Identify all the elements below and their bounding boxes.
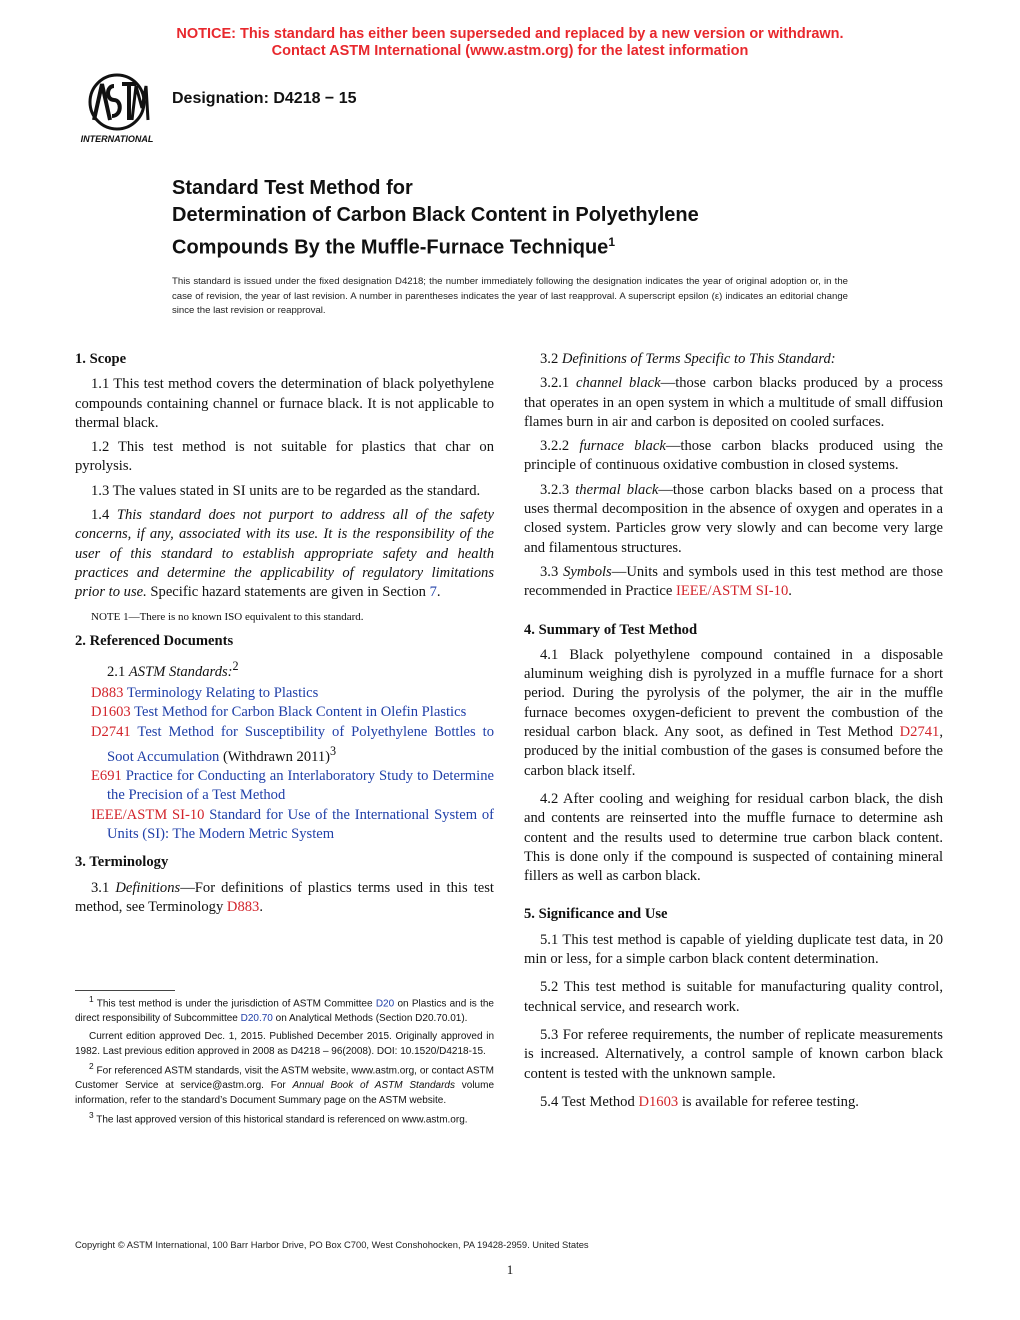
footnote-3-mark: 3 <box>89 1110 94 1121</box>
section-heading-summary: 4. Summary of Test Method <box>524 621 698 638</box>
note-1: NOTE 1—There is no known ISO equivalent to this standard. <box>91 610 364 623</box>
notice-line-2: Contact ASTM International (www.astm.org) for the latest information <box>271 43 749 59</box>
document-title <box>172 175 699 262</box>
ref-code[interactable]: D1603 <box>91 704 131 721</box>
ref-code[interactable]: D883 <box>91 685 124 702</box>
para-5-3 <box>524 1026 943 1084</box>
para-3-2 <box>540 350 943 369</box>
para-1-4-end: . <box>436 584 441 601</box>
para-1-4-num: 1.4 <box>91 507 117 524</box>
ref-code[interactable]: D2741 <box>91 723 131 740</box>
issuance-statement: This standard is issued under the fixed designation D4218; the number immediately following the designation indicates the year of original adoption or, in the case of revision, the year of last revision. A number in parentheses indicates the year of last reapproval. A superscript epsilon (ε) indicates an editorial change since the last revision or reapproval. <box>172 276 848 316</box>
right-column <box>524 350 943 1117</box>
section-heading-terminology: 3. Terminology <box>75 854 169 871</box>
ref-title[interactable]: Test Method for Susceptibility of Polyethylene Bottles to Soot Accumulation <box>107 723 494 765</box>
footnote-2-mark: 2 <box>89 1061 94 1072</box>
para-5-3-text: 5.3 For referee requirements, the number of replicate measurements is increased. Alternatively, a control sample of known carbon black content is tested with the unknown sample. <box>524 1026 943 1082</box>
notice-banner <box>0 26 1020 60</box>
ref-code[interactable]: E691 <box>91 768 122 785</box>
footnote-1-c: on Analytical Methods (Section D20.70.01). <box>272 1012 468 1024</box>
ref-sup: 3 <box>330 743 337 758</box>
footnote-2-italic: Annual Book of ASTM Standards <box>292 1080 455 1092</box>
page-number: 1 <box>506 1262 514 1277</box>
para-5-1 <box>524 931 943 970</box>
section-heading-referenced-documents: 2. Referenced Documents <box>75 632 234 649</box>
para-3-2-3-num: 3.2.3 <box>540 481 576 498</box>
para-5-2-text: 5.2 This test method is suitable for manufacturing quality control, technical service, and research work. <box>524 979 943 1015</box>
para-3-2-italic: Definitions of Terms Specific to This Standard: <box>561 351 836 367</box>
para-3-2-2 <box>524 437 943 476</box>
ieee-astm-si-10-link[interactable]: IEEE/ASTM SI-10 <box>675 583 789 600</box>
title-line-3 <box>172 229 699 262</box>
ref-title[interactable]: Standard for Use of the International System of Units (SI): The Modern Metric System <box>107 806 494 842</box>
section-7-link[interactable]: 7 <box>429 584 437 601</box>
para-3-2-3-text: —those carbon blacks based on a process that uses thermal decomposition in the absence of oxygen and operates in a closed system. Particles grow very slowly and can become very large and filamentous structures. <box>524 481 943 556</box>
para-3-2-2-num: 3.2.2 <box>540 438 580 455</box>
footnote-2 <box>75 1059 494 1108</box>
para-3-2-1-num: 3.2.1 <box>540 375 576 392</box>
ref-title[interactable]: Practice for Conducting an Interlaboratory Study to Determine the Precision of a Test Method <box>107 768 494 804</box>
footnote-1-b: on Plastics and is the direct responsibility of Subcommittee <box>75 998 494 1024</box>
para-2-1 <box>91 657 494 682</box>
para-4-2-text: 4.2 After cooling and weighing for residual carbon black, the dish and contents are reinserted into the muffle furnace to determine ash content and the results used to determine true carbon black content. This is done only if the compound is suspected of containing mineral fillers as well as carbon black. <box>524 790 943 885</box>
footnote-1-edition: Current edition approved Dec. 1, 2015. Published December 2015. Originally approved in 1982. Last previous edition approved in 2008 as D4218 – 96(2008). DOI: 10.1520/D4218-15. <box>75 1031 494 1057</box>
footnote-1 <box>75 992 494 1026</box>
term-channel-black: channel black <box>576 375 661 392</box>
para-2-1-italic: ASTM Standards: <box>128 663 233 680</box>
para-3-1-rest: —For definitions of plastics terms used in this test method, see Terminology <box>75 879 494 915</box>
d2741-link[interactable]: D2741 <box>899 724 940 741</box>
designation: Designation: D4218 − 15 <box>172 90 357 107</box>
para-1-4-italic: This standard does not purport to address all of the safety concerns, if any, associated with its use. It is the responsibility of the user of this standard to establish appropriate safety and health practices and determine the applicability of regulatory limitations prior to use. <box>75 507 494 601</box>
d20-70-link[interactable]: D20.70 <box>240 1012 273 1024</box>
title-line-1: Standard Test Method for <box>172 177 413 199</box>
para-4-1-a: 4.1 Black polyethylene compound contained in a disposable aluminum weighing dish is pyrolyzed in a muffle furnace for a short period. During the pyrolysis of the polymer, the air in the muffle furnace becomes oxygen-deficient to prevent the combustion of the residual carbon black. Any soot, as defined in Test Method <box>524 646 943 741</box>
list-item[interactable] <box>75 767 494 806</box>
list-item[interactable] <box>75 723 494 767</box>
list-item[interactable] <box>75 703 494 722</box>
title-line-2: Determination of Carbon Black Content in Polyethylene <box>172 204 699 226</box>
copyright: Copyright © ASTM International, 100 Barr Harbor Drive, PO Box C700, West Conshohocken, PA 19428-2959. United States <box>75 1239 589 1250</box>
d1603-link[interactable]: D1603 <box>638 1093 679 1110</box>
para-4-1-b: , produced by the initial combustion of the gases is consumed before the carbon black itself. <box>524 724 943 779</box>
ref-tail: (Withdrawn 2011) <box>219 748 331 765</box>
title-line-3-text: Compounds By the Muffle-Furnace Technique <box>172 236 609 259</box>
logo-text: INTERNATIONAL <box>80 134 154 144</box>
para-3-3-num: 3.3 <box>540 563 564 580</box>
footnote-1-a: This test method is under the jurisdiction of ASTM Committee <box>93 998 376 1010</box>
para-4-2 <box>524 790 943 886</box>
astm-logo-icon <box>74 72 160 148</box>
ref-title[interactable]: Terminology Relating to Plastics <box>123 685 319 702</box>
footnote-3-text: The last approved version of this historical standard is referenced on www.astm.org. <box>93 1114 468 1126</box>
term-furnace-black: furnace black <box>579 438 666 455</box>
para-3-2-num: 3.2 <box>540 351 562 367</box>
list-item[interactable] <box>75 806 494 845</box>
para-3-3-italic: Symbols <box>563 563 612 580</box>
para-2-1-sup: 2 <box>232 658 239 673</box>
section-heading-significance: 5. Significance and Use <box>524 906 668 923</box>
term-thermal-black: thermal black <box>575 481 659 498</box>
para-3-2-2-text: —those carbon blacks produced using the principle of continuous oxidative combustion in closed systems. <box>524 438 943 474</box>
notice-line-1: NOTICE: This standard has either been superseded and replaced by a new version or withdrawn. <box>176 26 844 42</box>
para-1-2: 1.2 This test method is not suitable for plastics that char on pyrolysis. <box>75 439 494 475</box>
referenced-documents-list <box>75 684 494 844</box>
para-2-1-num: 2.1 <box>107 663 129 680</box>
para-1-4 <box>75 506 494 602</box>
section-heading-scope: 1. Scope <box>75 351 127 367</box>
para-3-2-3 <box>524 481 943 558</box>
left-column <box>75 350 494 922</box>
title-footnote-mark: 1 <box>608 235 615 249</box>
para-3-3 <box>524 563 943 602</box>
para-3-2-1-text: —those carbon blacks produced by a process that operates in an open system in which a multitude of small diffusion flames burn in air and carbon is deposited on cooled surfaces. <box>524 375 943 430</box>
para-1-4-rest: Specific hazard statements are given in Section <box>146 584 430 601</box>
para-3-1-num: 3.1 <box>91 879 116 896</box>
footnote-1-mark: 1 <box>89 994 94 1004</box>
list-item[interactable] <box>75 684 494 703</box>
footnote-3 <box>75 1108 494 1128</box>
d20-link[interactable]: D20 <box>375 998 395 1010</box>
para-3-2-1 <box>524 374 943 432</box>
para-4-1 <box>524 646 943 781</box>
para-3-1-italic: Definitions <box>115 879 181 896</box>
para-5-1-text: 5.1 This test method is capable of yielding duplicate test data, in 20 min or less, for a simple carbon black content determination. <box>524 931 943 968</box>
ref-title[interactable]: Test Method for Carbon Black Content in Olefin Plastics <box>130 704 467 721</box>
para-3-1-end: . <box>259 898 264 915</box>
para-1-1: 1.1 This test method covers the determination of black polyethylene compounds containing channel or furnace black. It is not applicable to thermal black. <box>75 376 494 431</box>
ref-code[interactable]: IEEE/ASTM SI-10 <box>91 806 205 823</box>
para-3-1 <box>75 879 494 918</box>
footnote-divider <box>75 990 175 991</box>
footnotes <box>75 992 494 1128</box>
para-3-3-rest: —Units and symbols used in this test method are those recommended in Practice <box>524 563 943 600</box>
para-1-3: 1.3 The values stated in SI units are to be regarded as the standard. <box>91 482 481 499</box>
para-5-4-b: is available for referee testing. <box>678 1093 859 1110</box>
para-3-3-end: . <box>788 583 792 600</box>
para-5-4-a: 5.4 Test Method <box>540 1093 639 1110</box>
d883-link[interactable]: D883 <box>226 898 260 915</box>
footnote-2-b: volume information, refer to the standard’s Document Summary page on the ASTM website. <box>75 1080 494 1106</box>
para-5-4 <box>524 1093 943 1112</box>
footnote-2-a: For referenced ASTM standards, visit the ASTM website, www.astm.org, or contact ASTM Customer Service at service@astm.org. For <box>75 1065 494 1092</box>
para-5-2 <box>524 978 943 1017</box>
